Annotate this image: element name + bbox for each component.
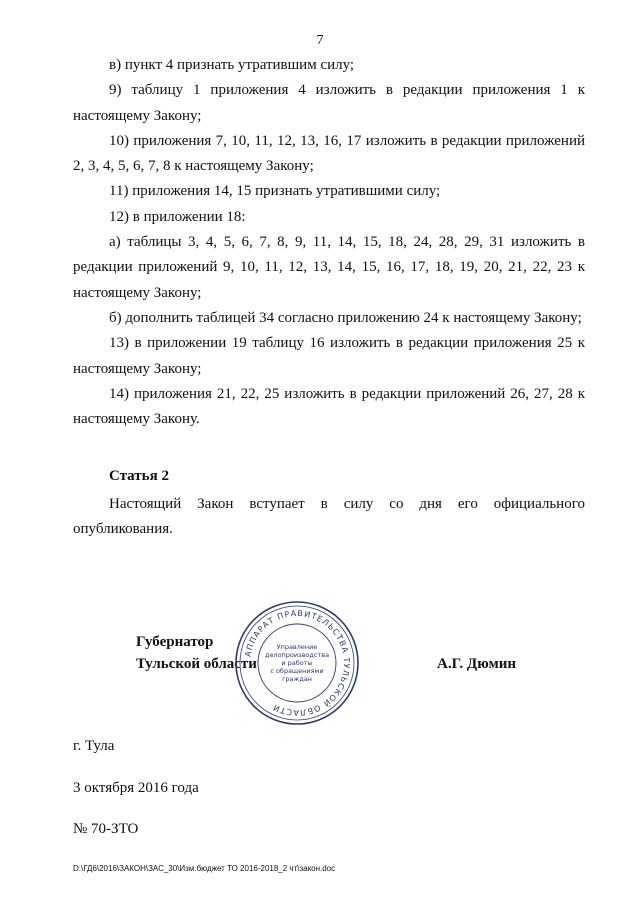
signatory-title-line2: Тульской области: [136, 656, 257, 672]
paragraph-12-a: а) таблицы 3, 4, 5, 6, 7, 8, 9, 11, 14, 15, 18, 24, 28, 29, 31 изложить в редакции приложений 9, 10, 11, 12, 13, 14, 15, 16, 17, 18, 19, 20, 21, 22, 23 к настоящему Закону;: [73, 234, 585, 301]
signatory-name: А.Г. Дюмин: [437, 656, 517, 672]
signatory-title-line1: Губернатор: [136, 634, 214, 650]
article-text: Настоящий Закон вступает в силу со дня его официального опубликования.: [73, 496, 585, 538]
date: 3 октября 2016 года: [73, 780, 199, 796]
document-body: [73, 53, 585, 432]
paragraph-v-item4: в) пункт 4 признать утратившим силу;: [109, 57, 355, 73]
seal-line-2: делопроизводства: [264, 651, 330, 659]
place: г. Тула: [73, 738, 115, 754]
file-path: D:\ГД6\2016\ЗАКОН\ЗАС_30\Изм.бюджет ТО 2016-2018_2 чт\закон.doc: [73, 864, 336, 873]
article-body: [73, 492, 585, 543]
paragraph-12-b: б) дополнить таблицей 34 согласно приложению 24 к настоящему Закону;: [109, 309, 582, 326]
law-number: № 70-ЗТО: [73, 821, 139, 837]
seal-ring-text: АППАРАТ ПРАВИТЕЛЬСТВА ТУЛЬСКОЙ ОБЛАСТИ: [243, 608, 352, 718]
page-number: 7: [316, 33, 324, 48]
paragraph-9: 9) таблицу 1 приложения 4 изложить в редакции приложения 1 к настоящему Закону;: [73, 82, 585, 124]
paragraph-13: 13) в приложении 19 таблицу 16 изложить в редакции приложения 25 к настоящему Закону;: [73, 335, 585, 377]
seal-line-3: и работы: [281, 659, 313, 667]
paragraph-14: 14) приложения 21, 22, 25 изложить в редакции приложений 26, 27, 28 к настоящему Закону.: [73, 385, 585, 428]
paragraph-11: 11) приложения 14, 15 признать утратившими силу;: [109, 183, 441, 200]
seal-line-5: граждан: [281, 675, 313, 683]
seal-line-4: с обращениями: [270, 667, 324, 675]
paragraph-10: 10) приложения 7, 10, 11, 12, 13, 16, 17 изложить в редакции приложений 2, 3, 4, 5, 6, 7, 8 к настоящему Закону;: [73, 132, 585, 175]
article-heading: Статья 2: [109, 468, 169, 484]
official-seal: [232, 598, 362, 728]
paragraph-12: 12) в приложении 18:: [109, 208, 246, 225]
seal-line-1: Управление: [276, 643, 318, 651]
